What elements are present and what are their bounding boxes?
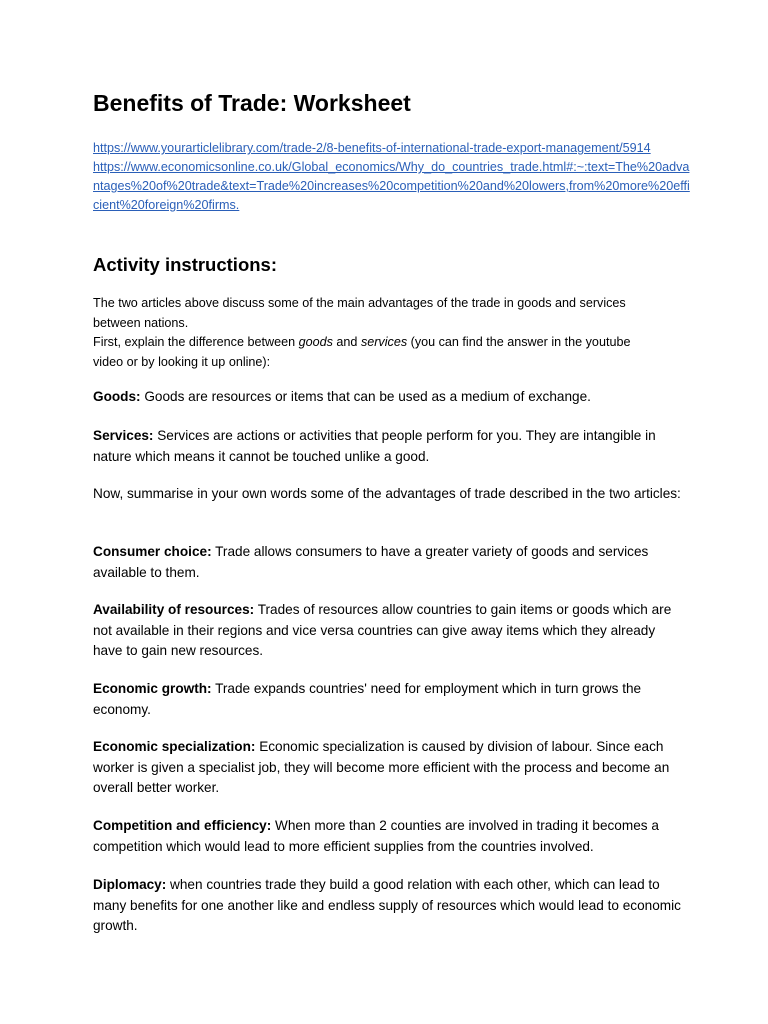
- instructions-line-2: [93, 333, 663, 372]
- services-label: Services:: [93, 428, 154, 443]
- instructions-and: and: [332, 335, 361, 349]
- advantage-text: Trade expands countries' need for employment which in turn grows the economy.: [93, 681, 642, 717]
- services-term: services: [360, 335, 408, 349]
- advantage-label: Competition and efficiency:: [93, 818, 272, 833]
- advantage-text: Economic specialization is caused by division of labour. Since each worker is given a specialist job, they will become more efficient with the process and become an overall better worker.: [93, 739, 670, 795]
- advantage-label: Economic specialization:: [93, 739, 256, 754]
- advantage-text: Trade allows consumers to have a greater variety of goods and services available to them.: [93, 544, 649, 580]
- advantage-economic-specialization: [93, 737, 683, 799]
- summary-prompt: Now, summarise in your own words some of the advantages of trade described in the two articles:: [93, 486, 681, 501]
- advantage-availability-of-resources: [93, 600, 683, 662]
- document-title: Benefits of Trade: Worksheet: [93, 90, 411, 116]
- advantage-text: Trades of resources allow countries to gain items or goods which are not available in their regions and vice versa countries can give away items which they already have to gain new resources.: [93, 602, 672, 658]
- goods-definition: [93, 387, 683, 408]
- advantage-label: Diplomacy:: [93, 877, 167, 892]
- advantage-consumer-choice: [93, 542, 683, 583]
- advantage-diplomacy: [93, 875, 683, 937]
- instructions-line-1: The two articles above discuss some of the main advantages of the trade in goods and services between nations.: [93, 296, 626, 330]
- instructions-post: (you can find the answer in the youtube video or by looking it up online):: [93, 335, 631, 369]
- link-economicsonline[interactable]: https://www.economicsonline.co.uk/Global_economics/Why_do_countries_trade.html#:~:text=The%20advantages%20of%20trade&text=Trade%20increases%20competition%20and%20lowers,from%20more%20efficient%20foreign%20firms.: [93, 160, 690, 212]
- instructions-paragraph: [93, 294, 663, 372]
- services-text: Services are actions or activities that people perform for you. They are intangible in nature which means it cannot be touched unlike a good.: [93, 428, 656, 464]
- goods-label: Goods:: [93, 389, 141, 404]
- goods-text: Goods are resources or items that can be used as a medium of exchange.: [140, 389, 591, 404]
- link-yourarticlelibrary[interactable]: https://www.yourarticlelibrary.com/trade-2/8-benefits-of-international-trade-export-management/5914: [93, 141, 651, 155]
- services-definition: [93, 426, 683, 467]
- advantage-label: Availability of resources:: [93, 602, 255, 617]
- advantage-label: Consumer choice:: [93, 544, 212, 559]
- goods-term: goods: [298, 335, 333, 349]
- advantage-text: when countries trade they build a good relation with each other, which can lead to many benefits for one another like and endless supply of resources which would lead to economic growth.: [93, 877, 681, 933]
- advantage-text: When more than 2 counties are involved in trading it becomes a competition which would lead to more efficient supplies from the countries involved.: [93, 818, 659, 854]
- advantage-economic-growth: [93, 679, 683, 720]
- activity-heading: Activity instructions:: [93, 254, 277, 275]
- source-links: [93, 139, 693, 215]
- advantage-competition-and-efficiency: [93, 816, 683, 857]
- advantage-label: Economic growth:: [93, 681, 212, 696]
- instructions-pre: First, explain the difference between: [93, 335, 299, 349]
